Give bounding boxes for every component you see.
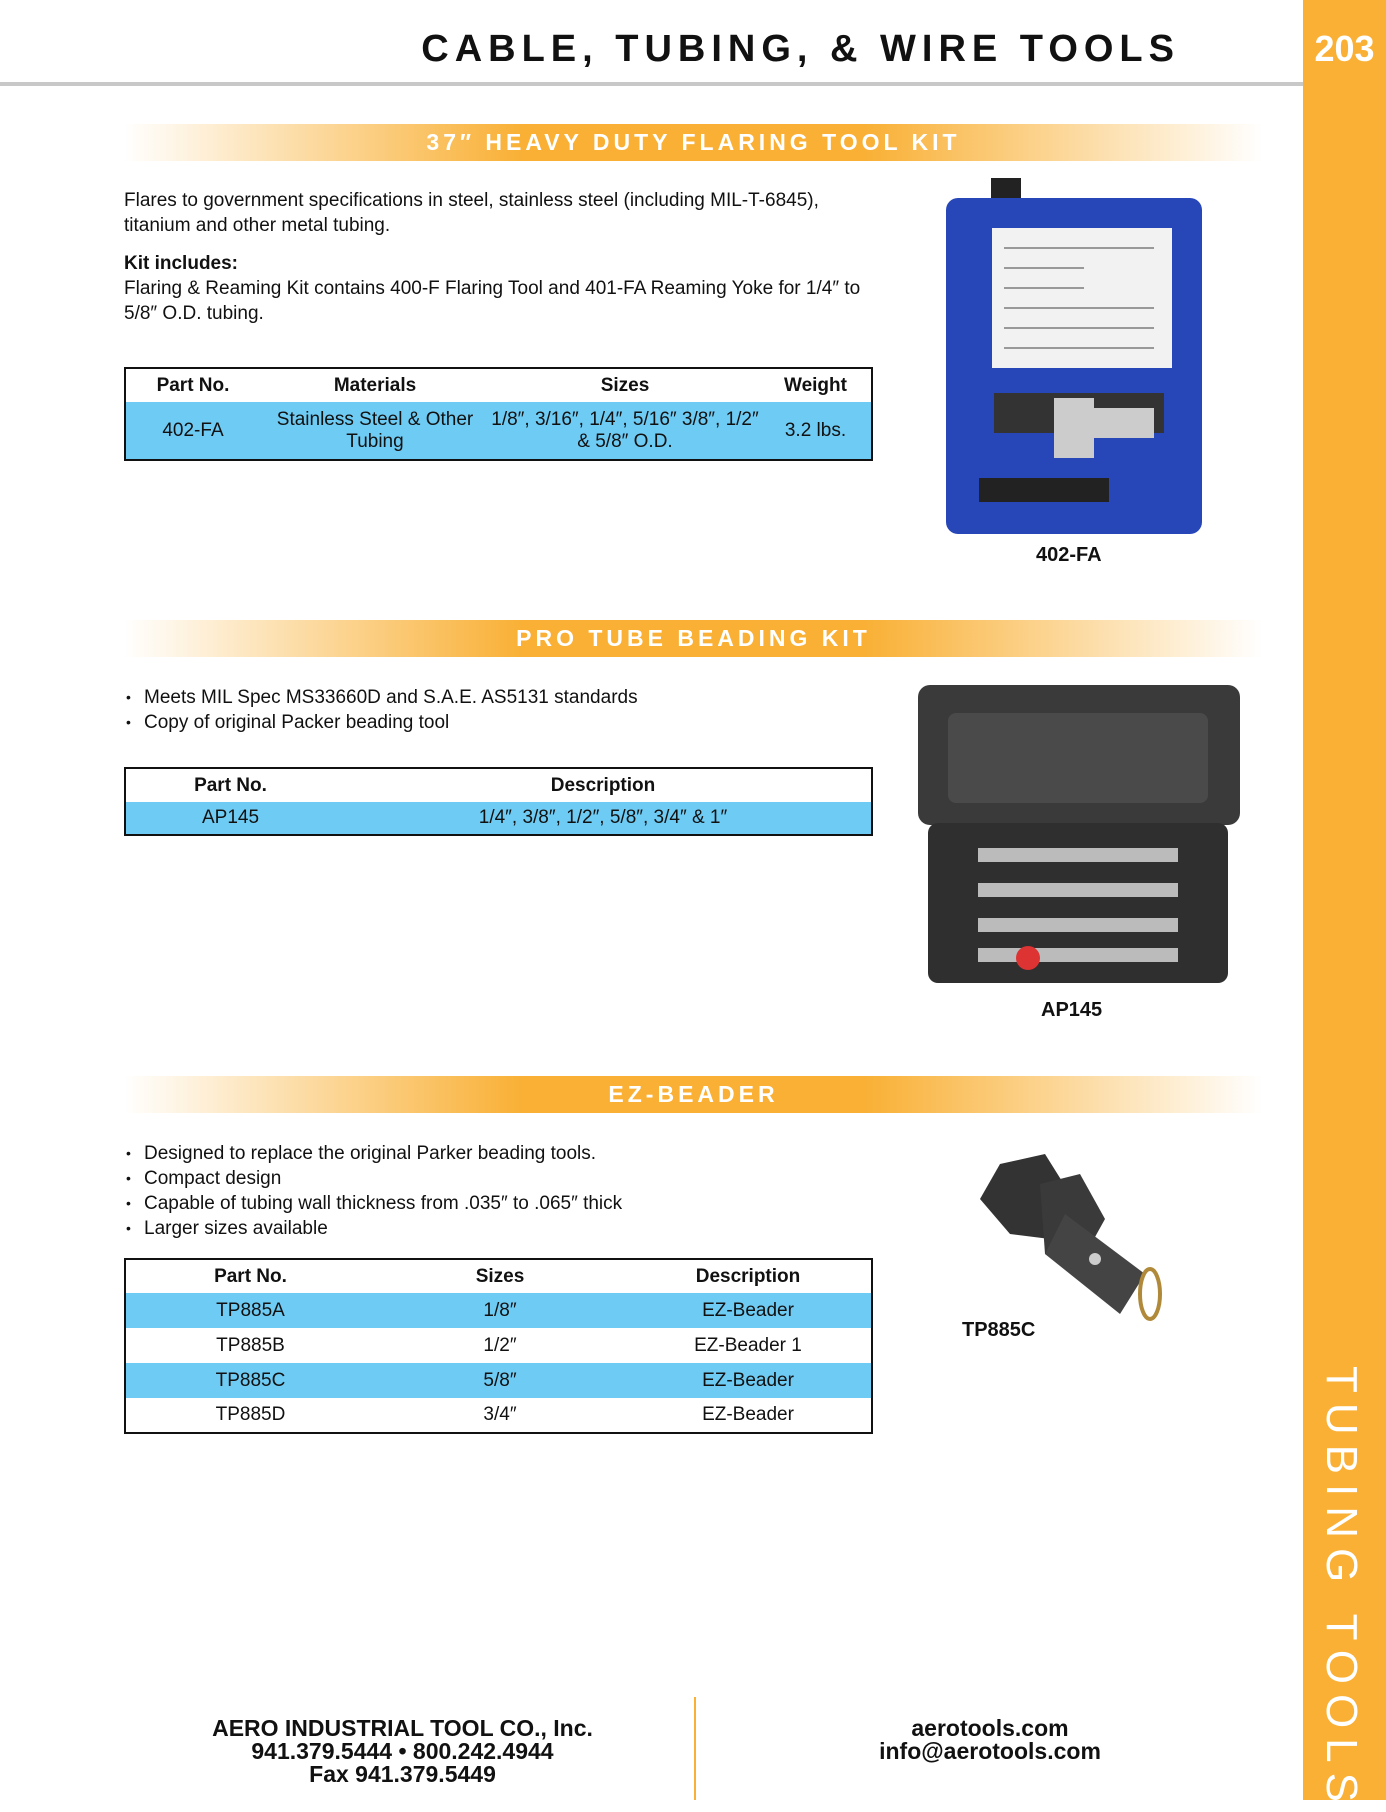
cell: 402-FA [125, 402, 260, 460]
phone-numbers: 941.379.5444 • 800.242.4944 [251, 1738, 554, 1764]
cell: 3.2 lbs. [760, 402, 872, 460]
cell: 1/4″, 3/8″, 1/2″, 5/8″, 3/4″ & 1″ [335, 802, 872, 835]
flaring-kit-image [944, 178, 1204, 534]
col-header: Materials [333, 374, 417, 396]
cell: TP885C [125, 1363, 375, 1398]
table-row [125, 402, 872, 460]
section-title-ez-beader: EZ-BEADER [124, 1076, 1263, 1113]
table-row [125, 1328, 872, 1363]
cell: 5/8″ [375, 1363, 625, 1398]
bullet-item: • Designed to replace the original Parker beading tools. [124, 1141, 622, 1166]
kit-includes-text: Flaring & Reaming Kit contains 400-F Flaring Tool and 401-FA Reaming Yoke for 1/4″ to 5/8″ O.D. tubing. [124, 278, 861, 324]
ez-beader-image [970, 1154, 1190, 1326]
table-row [125, 1398, 872, 1433]
col-header: Part No. [156, 374, 230, 396]
flaring-kit-image-label: 402-FA [1036, 544, 1102, 566]
cell: 1/8″, 3/16″, 1/4″, 5/16″ 3/8″, 1/2″ & 5/8″ O.D. [490, 402, 760, 460]
table-row [125, 802, 872, 835]
bullet-item: • Copy of original Packer beading tool [124, 710, 638, 735]
flaring-description: Flares to government specifications in steel, stainless steel (including MIL-T-6845), titanium and other metal tubing. [124, 190, 819, 236]
col-header: Part No. [194, 774, 267, 796]
ez-beader-bullets [124, 1141, 622, 1241]
cell: 3/4″ [483, 1404, 517, 1425]
company-name: AERO INDUSTRIAL TOOL CO., Inc. [212, 1715, 593, 1741]
beading-kit-bullets [124, 685, 638, 735]
footer-company-info [150, 1717, 655, 1786]
footer-divider [694, 1697, 696, 1800]
cell: 1/8″ [375, 1293, 625, 1328]
bullet-item: • Compact design [124, 1166, 622, 1191]
section-title-flaring-kit: 37″ HEAVY DUTY FLARING TOOL KIT [124, 124, 1263, 161]
cell: TP885B [216, 1334, 285, 1356]
cell: TP885A [125, 1293, 375, 1328]
section-title-beading-kit: PRO TUBE BEADING KIT [124, 620, 1263, 657]
beading-kit-image-label: AP145 [1041, 999, 1103, 1021]
col-header: Sizes [475, 1265, 525, 1287]
cell: EZ-Beader 1 [694, 1334, 802, 1356]
col-header: Description [550, 774, 656, 796]
cell: EZ-Beader [625, 1293, 872, 1328]
beading-kit-table [124, 767, 873, 836]
ez-beader-image-label: TP885C [962, 1319, 1036, 1341]
bullet-item: • Larger sizes available [124, 1216, 622, 1241]
cell: AP145 [125, 802, 335, 835]
table-row [125, 1363, 872, 1398]
col-header: Description [695, 1265, 801, 1287]
side-label: TUBING TOOLS [1317, 1366, 1366, 1812]
ez-beader-table [124, 1258, 873, 1434]
cell: 1/2″ [483, 1334, 517, 1356]
cell: Stainless Steel & Other Tubing [260, 402, 490, 460]
cell: EZ-Beader [625, 1363, 872, 1398]
flaring-kit-table [124, 367, 873, 461]
col-header: Weight [784, 374, 847, 396]
kit-includes-heading: Kit includes: [124, 253, 239, 274]
col-header: Sizes [600, 374, 650, 396]
page-title: CABLE, TUBING, & WIRE TOOLS [421, 28, 1180, 70]
fax-number: Fax 941.379.5449 [309, 1761, 496, 1787]
bullet-item: • Capable of tubing wall thickness from .035″ to .065″ thick [124, 1191, 622, 1216]
cell: EZ-Beader [702, 1404, 794, 1425]
footer-contact [790, 1717, 1190, 1763]
table-row [125, 1293, 872, 1328]
website-link[interactable]: aerotools.com [911, 1715, 1069, 1741]
page-number: 203 [1314, 28, 1375, 69]
col-header: Part No. [214, 1265, 287, 1287]
beading-kit-image [918, 683, 1240, 988]
email-link[interactable]: info@aerotools.com [879, 1738, 1101, 1764]
bullet-item: • Meets MIL Spec MS33660D and S.A.E. AS5131 standards [124, 685, 638, 710]
header-divider [0, 82, 1303, 86]
cell: TP885D [215, 1404, 286, 1425]
